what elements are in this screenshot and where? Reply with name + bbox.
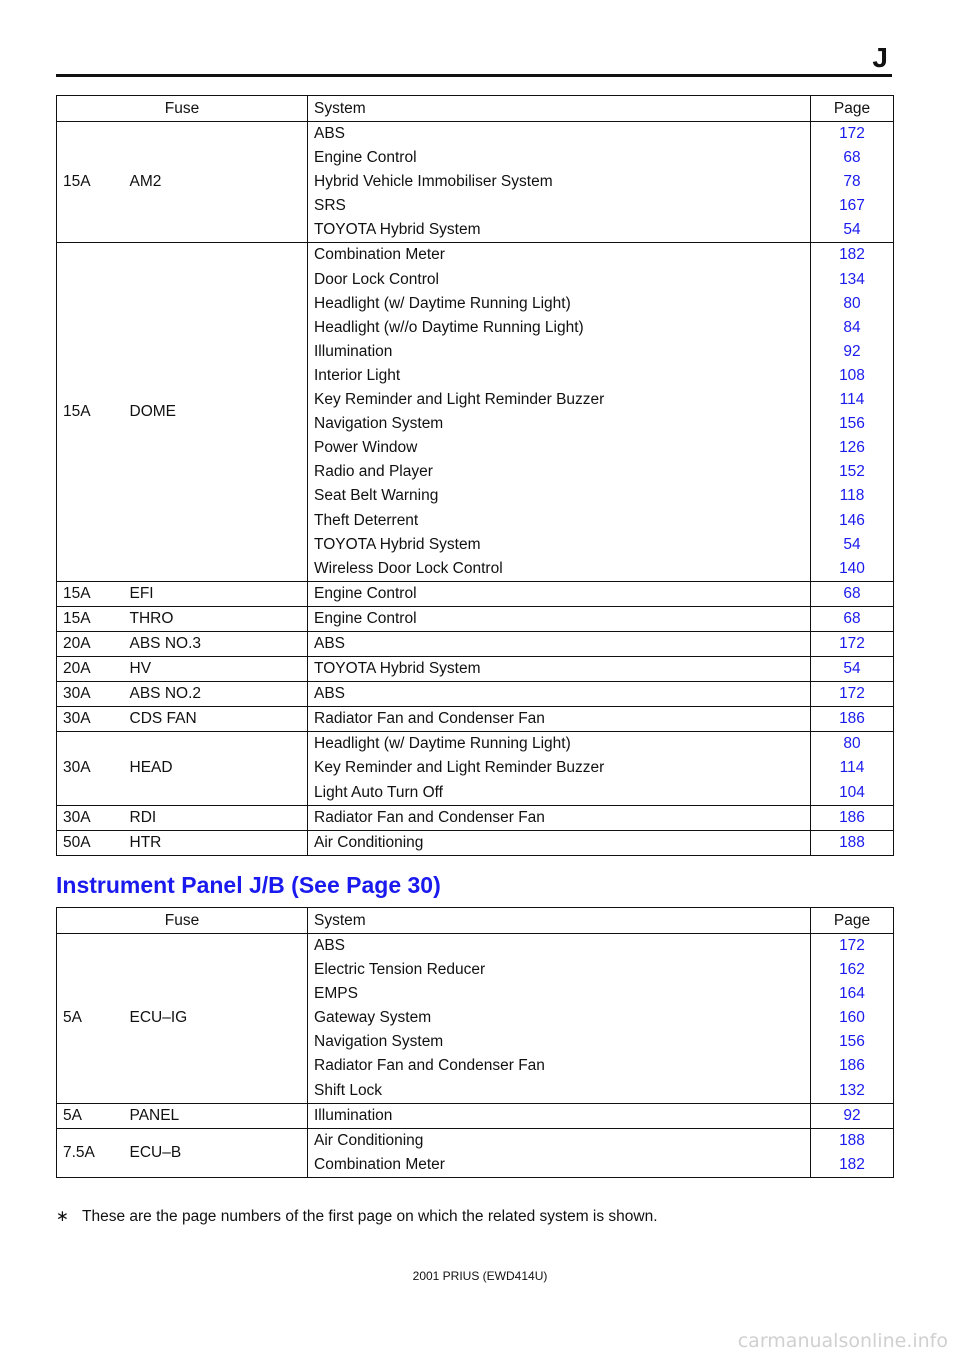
fuse-name: PANEL [124,1103,308,1128]
fuse-name: DOME [124,243,308,581]
page-link[interactable]: 146 [839,511,865,529]
page-cell [811,934,894,1104]
table-row [57,732,894,805]
fuse-name: HV [124,657,308,682]
system-name: TOYOTA Hybrid System [314,535,481,553]
table-row [57,1128,894,1177]
page-link[interactable]: 134 [839,270,865,288]
system-name: Headlight (w//o Daytime Running Light) [314,318,584,336]
system-cell [308,830,811,855]
page-link[interactable]: 182 [839,246,865,264]
page-cell [811,1128,894,1177]
page-link[interactable]: 182 [839,1155,865,1173]
page-link[interactable]: 132 [839,1081,865,1099]
column-header-page: Page [811,96,894,122]
system-name: Engine Control [314,149,417,167]
page-link[interactable]: 68 [843,584,861,602]
page-link[interactable]: 162 [839,961,865,979]
page-link[interactable]: 104 [839,783,865,801]
fuse-name: ECU–IG [124,934,308,1104]
page-link[interactable]: 186 [839,710,865,728]
page-link[interactable]: 164 [839,985,865,1003]
system-name: Shift Lock [314,1081,383,1099]
page-cell [811,243,894,581]
page-cell [811,657,894,682]
fuse-amperage: 20A [57,657,124,682]
page-cell [811,606,894,631]
page-link[interactable]: 172 [839,685,865,703]
page-link[interactable]: 156 [839,415,865,433]
system-name: Electric Tension Reducer [314,961,486,979]
page-link[interactable]: 54 [843,221,861,239]
fuse-name: RDI [124,805,308,830]
table-row [57,606,894,631]
system-cell [308,657,811,682]
page-footer: 2001 PRIUS (EWD414U) [412,1269,548,1283]
system-name: Interior Light [314,366,401,384]
system-name: Theft Deterrent [314,511,419,529]
page-link[interactable]: 156 [839,1033,865,1051]
page-link[interactable]: 126 [839,439,865,457]
page-link[interactable]: 152 [839,463,865,481]
system-cell [308,732,811,805]
page-cell [811,1103,894,1128]
system-name: Hybrid Vehicle Immobiliser System [314,173,553,191]
system-name: Headlight (w/ Daytime Running Light) [314,294,571,312]
page-link[interactable]: 108 [839,366,865,384]
page-cell [811,581,894,606]
fuse-amperage: 30A [57,732,124,805]
system-name: ABS [314,634,346,652]
page-cell [811,805,894,830]
system-cell [308,1103,811,1128]
system-name: Wireless Door Lock Control [314,559,503,577]
page-link[interactable]: 140 [839,559,865,577]
system-cell [308,581,811,606]
system-cell [308,682,811,707]
page-link[interactable]: 84 [843,318,861,336]
page-link[interactable]: 54 [843,660,861,678]
column-header-page: Page [811,908,894,934]
footnote-marker: ∗ [56,1208,69,1225]
fuse-amperage: 30A [57,707,124,732]
system-cell [308,122,811,243]
column-header-fuse: Fuse [57,908,308,934]
table-row [57,581,894,606]
page-link[interactable]: 172 [839,125,865,142]
system-name: ABS [314,125,346,142]
fuse-amperage: 30A [57,682,124,707]
system-cell [308,707,811,732]
system-cell [308,606,811,631]
system-name: Combination Meter [314,1155,445,1173]
page-cell [811,122,894,243]
fuse-name: HEAD [124,732,308,805]
column-header-fuse: Fuse [57,96,308,122]
page-cell [811,707,894,732]
page-cell [811,631,894,656]
footnote-text: These are the page numbers of the first page on which the related system is shown. [82,1208,658,1225]
page-link[interactable]: 160 [839,1009,865,1027]
system-name: Light Auto Turn Off [314,783,443,801]
system-name: EMPS [314,985,358,1003]
system-name: ABS [314,937,346,954]
fuse-name: CDS FAN [124,707,308,732]
page-link[interactable]: 80 [843,735,861,753]
system-cell [308,1128,811,1177]
page-letter: J [872,42,888,73]
header-rule [56,74,892,77]
table-row [57,682,894,707]
page-link[interactable]: 80 [843,294,861,312]
fuse-amperage: 5A [57,1103,124,1128]
system-cell [308,805,811,830]
system-name: Gateway System [314,1009,432,1027]
column-header-system: System [308,908,811,934]
footnote [56,1207,658,1226]
system-name: Radiator Fan and Condenser Fan [314,808,545,826]
page-link[interactable]: 68 [843,609,861,627]
system-name: Engine Control [314,584,417,602]
page-link[interactable]: 167 [839,197,865,215]
system-cell [308,631,811,656]
table-row [57,830,894,855]
system-name: Headlight (w/ Daytime Running Light) [314,735,571,753]
fuse-name: ECU–B [124,1128,308,1177]
page-link[interactable]: 68 [843,149,861,167]
table-row [57,243,894,581]
fuse-name: ABS NO.2 [124,682,308,707]
system-name: TOYOTA Hybrid System [314,221,481,239]
page-link[interactable]: 114 [839,759,865,777]
fuse-name: THRO [124,606,308,631]
system-name: Key Reminder and Light Reminder Buzzer [314,759,605,777]
page-cell [811,830,894,855]
fuse-table-instrument-panel [56,907,894,1178]
fuse-name: EFI [124,581,308,606]
page-link[interactable]: 186 [839,808,865,826]
fuse-amperage: 7.5A [57,1128,124,1177]
table-header-row [57,908,894,934]
system-name: Radiator Fan and Condenser Fan [314,710,545,728]
table-header-row [57,96,894,122]
system-cell [308,934,811,1104]
system-name: Navigation System [314,1033,444,1051]
table-row [57,805,894,830]
system-name: Door Lock Control [314,270,439,288]
fuse-amperage: 15A [57,122,124,243]
column-header-system: System [308,96,811,122]
fuse-name: HTR [124,830,308,855]
page-cell [811,732,894,805]
system-name: TOYOTA Hybrid System [314,660,481,678]
table-row [57,657,894,682]
system-name: Engine Control [314,609,417,627]
page-link[interactable]: 172 [839,634,865,652]
page-link[interactable]: 186 [839,1057,865,1075]
fuse-amperage: 15A [57,606,124,631]
page-link[interactable]: 92 [843,342,861,360]
system-name: Radio and Player [314,463,433,481]
fuse-table-engine-room [56,95,894,856]
fuse-amperage: 50A [57,830,124,855]
fuse-amperage: 30A [57,805,124,830]
system-name: Power Window [314,439,418,457]
system-name: Key Reminder and Light Reminder Buzzer [314,391,605,409]
system-name: Combination Meter [314,246,445,264]
system-name: Air Conditioning [314,1131,424,1149]
page-link[interactable]: 188 [839,833,865,851]
table-row [57,707,894,732]
fuse-amperage: 15A [57,243,124,581]
fuse-amperage: 15A [57,581,124,606]
page-link[interactable]: 54 [843,535,861,553]
page-link[interactable]: 92 [843,1106,861,1124]
table-row [57,1103,894,1128]
table-row [57,631,894,656]
system-name: SRS [314,197,346,215]
section-heading: Instrument Panel J/B (See Page 30) [56,872,441,898]
table-row [57,122,894,243]
fuse-table-body [57,934,894,1178]
system-cell [308,243,811,581]
table-row [57,934,894,1104]
system-name: Air Conditioning [314,833,424,851]
system-name: Radiator Fan and Condenser Fan [314,1057,545,1075]
page-link[interactable]: 118 [839,487,865,505]
fuse-table-body [57,122,894,856]
page-link[interactable]: 114 [839,391,865,409]
system-name: Illumination [314,342,393,360]
fuse-amperage: 20A [57,631,124,656]
fuse-name: ABS NO.3 [124,631,308,656]
watermark: carmanualsonline.info [737,1330,948,1352]
system-name: Illumination [314,1106,393,1124]
fuse-amperage: 5A [57,934,124,1104]
system-name: Seat Belt Warning [314,487,439,505]
system-name: Navigation System [314,415,444,433]
page-link[interactable]: 172 [839,937,865,954]
page-link[interactable]: 78 [843,173,861,191]
page-link[interactable]: 188 [839,1131,865,1149]
page-cell [811,682,894,707]
fuse-name: AM2 [124,122,308,243]
system-name: ABS [314,685,346,703]
